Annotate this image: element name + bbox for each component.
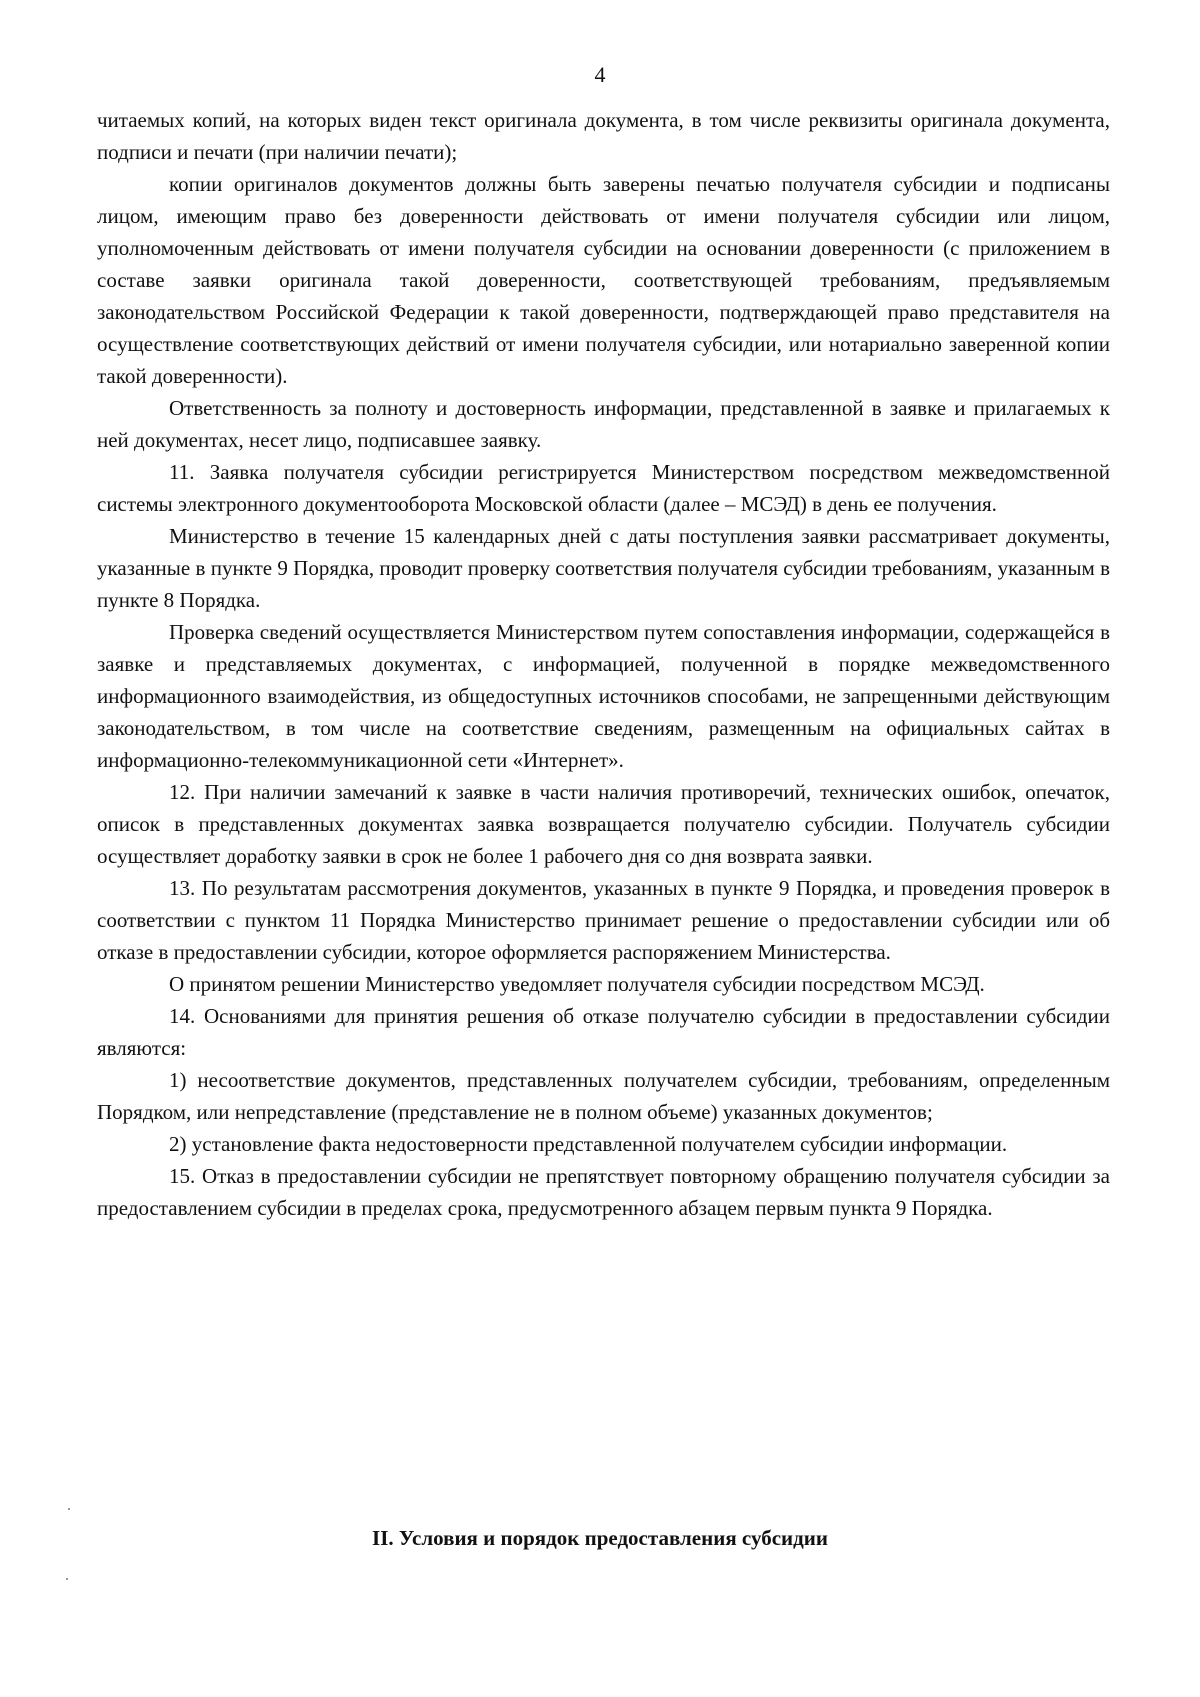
page-number: 4 <box>594 62 606 87</box>
section-heading: II. Условия и порядок предоставления субсидии <box>372 1526 828 1550</box>
paragraph-continuation: читаемых копий, на которых виден текст оригинала документа, в том числе реквизиты оригинала документа, подписи и печати (при наличии печати); <box>97 108 1110 164</box>
paragraph: Проверка сведений осуществляется Министерством путем сопоставления информации, содержащейся в заявке и представляемых документах, с информацией, полученной в порядке межведомственного информационного взаимодействия, из общедоступных источников способами, не запрещенными действующим законодательством, в том числе на соответствие сведениям, размещенным на официальных сайтах в информационно-телекоммуникационной сети «Интернет». <box>97 620 1110 772</box>
paragraph-subitem-2: 2) установление факта недостоверности представленной получателем субсидии информации. <box>169 1132 1008 1156</box>
paragraph: копии оригиналов документов должны быть заверены печатью получателя субсидии и подписаны лицом, имеющим право без доверенности действовать от имени получателя субсидии или лицом, уполномоченным действовать от имени получателя субсидии на основании доверенности (с приложением в составе заявки оригинала такой доверенности, соответствующей требованиям, предъявляемым законодательством Российской Федерации к такой доверенности, подтверждающей право представителя на осуществление соответствующих действий от имени получателя субсидии, или нотариально заверенной копии такой доверенности). <box>97 172 1110 388</box>
paragraph: Ответственность за полноту и достоверность информации, представленной в заявке и прилагаемых к ней документах, несет лицо, подписавшее заявку. <box>97 396 1110 452</box>
paragraph-subitem-1: 1) несоответствие документов, представленных получателем субсидии, требованиям, определенным Порядком, или непредставление (представление не в полном объеме) указанных документов; <box>97 1068 1110 1124</box>
paragraph-item-14: 14. Основаниями для принятия решения об отказе получателю субсидии в предоставлении субсидии являются: <box>97 1004 1110 1060</box>
paragraph-item-11: 11. Заявка получателя субсидии регистрируется Министерством посредством межведомственной системы электронного документооборота Московской области (далее – МСЭД) в день ее получения. <box>97 460 1110 516</box>
scan-speck <box>66 1578 68 1580</box>
paragraph: О принятом решении Министерство уведомляет получателя субсидии посредством МСЭД. <box>169 972 985 996</box>
paragraph-item-13: 13. По результатам рассмотрения документов, указанных в пункте 9 Порядка, и проведения проверок в соответствии с пунктом 11 Порядка Министерство принимает решение о предоставлении субсидии или об отказе в предоставлении субсидии, которое оформляется распоряжением Министерства. <box>97 876 1110 964</box>
scan-speck <box>68 1508 70 1510</box>
paragraph-item-12: 12. При наличии замечаний к заявке в части наличия противоречий, технических ошибок, опечаток, описок в представленных документах заявка возвращается получателю субсидии. Получатель субсидии осуществляет доработку заявки в срок не более 1 рабочего дня со дня возврата заявки. <box>97 780 1110 868</box>
body-text <box>97 104 1110 1224</box>
paragraph-item-15: 15. Отказ в предоставлении субсидии не препятствует повторному обращению получателя субсидии за предоставлением субсидии в пределах срока, предусмотренного абзацем первым пункта 9 Порядка. <box>97 1164 1110 1220</box>
paragraph: Министерство в течение 15 календарных дней с даты поступления заявки рассматривает документы, указанные в пункте 9 Порядка, проводит проверку соответствия получателя субсидии требованиям, указанным в пункте 8 Порядка. <box>97 524 1110 612</box>
